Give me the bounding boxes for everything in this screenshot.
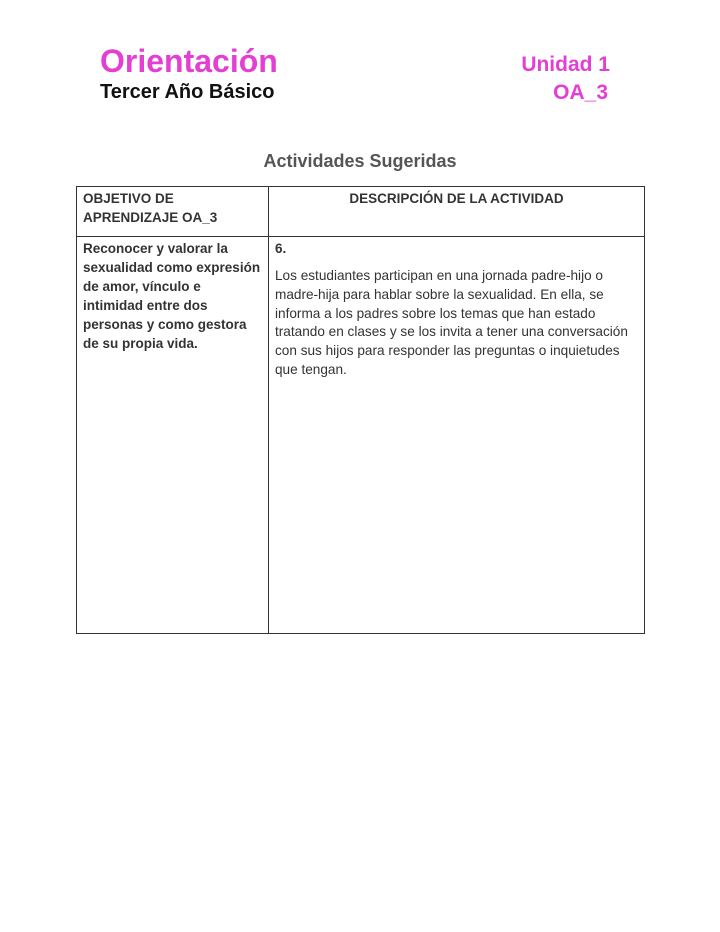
- activity-text: Los estudiantes participan en una jornada padre-hijo o madre-hija para hablar sobre la sexualidad. En ella, se informa a los padres sobre los temas que han estado tratando en clases y se los invita a tener una conversación con sus hijos para responder las preguntas o inquietudes que tengan.: [275, 268, 628, 377]
- description-cell: [269, 237, 645, 634]
- unit-label: Unidad 1: [521, 53, 610, 76]
- activity-number: 6.: [275, 241, 287, 256]
- grade-level: Tercer Año Básico: [100, 81, 275, 103]
- activities-table: [76, 186, 645, 634]
- subject-title: Orientación: [100, 43, 278, 79]
- table-row: [77, 237, 645, 634]
- description-header: DESCRIPCIÓN DE LA ACTIVIDAD: [269, 187, 645, 237]
- objective-cell: Reconocer y valorar la sexualidad como expresión de amor, vínculo e intimidad entre dos personas y como gestora de su propia vida.: [77, 237, 269, 634]
- page-header: [100, 42, 610, 112]
- section-title: Actividades Sugeridas: [263, 151, 457, 171]
- oa-label: OA_3: [553, 81, 608, 104]
- table-header-row: [77, 187, 645, 237]
- objective-header: OBJETIVO DE APRENDIZAJE OA_3: [77, 187, 269, 237]
